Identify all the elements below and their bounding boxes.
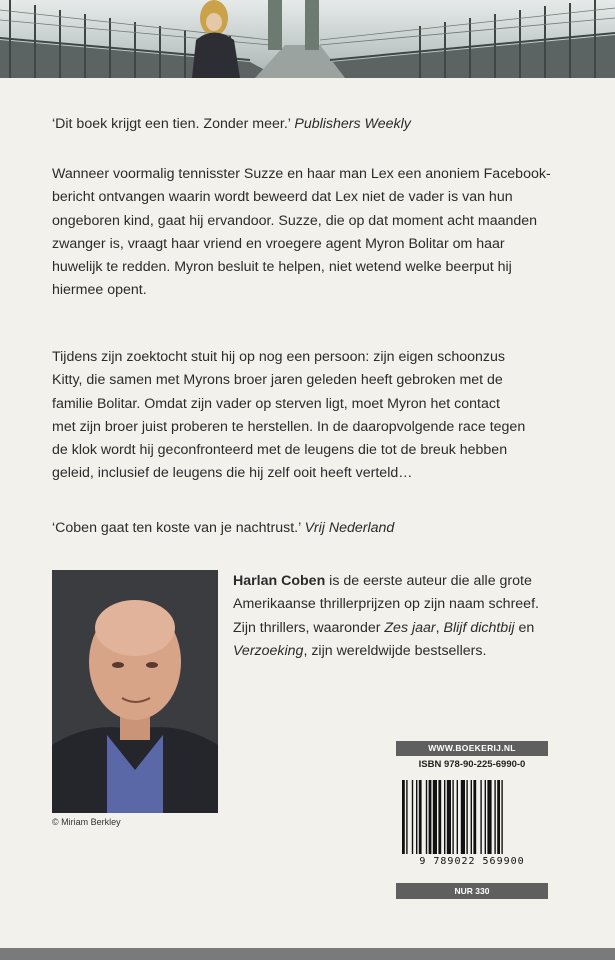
barcode-bar (501, 780, 502, 854)
bio-separator: en (514, 619, 535, 636)
barcode-bar (429, 780, 432, 854)
barcode-bar (480, 780, 481, 854)
barcode-bar (447, 780, 451, 854)
barcode-number: 9 789022 569900 (419, 856, 525, 867)
quote-source: Vrij Nederland (304, 520, 395, 536)
barcode-bar (452, 780, 453, 854)
quote-text: ‘Dit boek krijgt een tien. Zonder meer.’ (52, 116, 291, 132)
book-title: Blijf dichtbij (443, 619, 515, 636)
barcode-bar (444, 780, 445, 854)
header-bridge-photo (0, 0, 615, 78)
barcode-bar (457, 780, 458, 854)
nur-code: NUR 330 (396, 883, 548, 899)
text-line: ongeboren kind, gaat hij ervandoor. Suzze, die op dat moment acht maanden (52, 212, 538, 229)
bio-text: is de eerste auteur die alle grote Amerikaanse thrillerprijzen op zijn naam schreef. Zijn thrillers, waaronder (233, 573, 539, 636)
barcode-bar (461, 780, 465, 854)
barcode (396, 778, 548, 870)
text-line: geleid, inclusief de leugens die hij zelf ooit heeft verteld… (52, 465, 413, 482)
text-line: familie Bolitar. Omdat zijn vader op sterven ligt, moet Myron het contact (52, 395, 500, 412)
text-line: zwanger is, vraagt haar vriend en vroegere agent Myron Bolitar om haar (52, 235, 505, 252)
quote-source: Publishers Weekly (294, 116, 411, 132)
author-portrait-icon (52, 570, 218, 813)
barcode-bar (471, 780, 472, 854)
photo-credit: © Miriam Berkley (52, 817, 121, 827)
book-title: Zes jaar (384, 619, 436, 636)
barcode-bar (438, 780, 441, 854)
text-line: Kitty, die samen met Myrons broer jaren geleden heeft gebroken met de (52, 372, 503, 389)
barcode-bar (426, 780, 427, 854)
barcode-bar (466, 780, 467, 854)
barcode-bar (419, 780, 422, 854)
review-quote-vrij-nederland (52, 518, 394, 538)
publisher-website: WWW.BOEKERIJ.NL (396, 741, 548, 756)
text-line: hiermee opent. (52, 282, 147, 299)
barcode-bar (485, 780, 486, 854)
author-photo (52, 570, 218, 813)
isbn-number: ISBN 978-90-225-6990-0 (418, 759, 526, 770)
barcode-bar (487, 780, 491, 854)
bio-text: , zijn wereldwijde bestsellers. (303, 642, 487, 659)
review-quote-publishers-weekly (52, 114, 411, 134)
barcode-bar (406, 780, 407, 854)
quote-text: ‘Coben gaat ten koste van je nachtrust.’ (52, 520, 301, 536)
book-title: Verzoeking (233, 642, 304, 659)
barcode-bar (433, 780, 437, 854)
barcode-bar (473, 780, 476, 854)
author-name: Harlan Coben (233, 573, 326, 589)
barcode-bar (416, 780, 417, 854)
barcode-bar (412, 780, 413, 854)
bottom-edge (0, 948, 615, 960)
author-bio (233, 570, 563, 663)
synopsis-paragraph-2 (52, 346, 572, 486)
barcode-bar (402, 780, 405, 854)
text-line: Wanneer voormalig tennisster Suzze en haar man Lex een anoniem Facebook- (52, 166, 551, 182)
text-line: huwelijk te redden. Myron besluit te helpen, niet wetend welke beerput hij (52, 259, 512, 276)
barcode-bar (494, 780, 495, 854)
text-line: de klok wordt hij geconfronteerd met de leugens die tot de breuk hebben (52, 442, 508, 459)
barcode-bar (497, 780, 500, 854)
bio-separator: , (435, 619, 444, 636)
text-line: Tijdens zijn zoektocht stuit hij op nog een persoon: zijn eigen schoonzus (52, 349, 505, 365)
text-line: bericht ontvangen waarin wordt beweerd dat Lex niet de vader is van hun (52, 189, 513, 206)
bridge-photo-icon (0, 0, 615, 78)
synopsis-paragraph-1 (52, 163, 572, 303)
text-line: met zijn broer juist proberen te herstellen. In de daaropvolgende race tegen (52, 418, 526, 435)
